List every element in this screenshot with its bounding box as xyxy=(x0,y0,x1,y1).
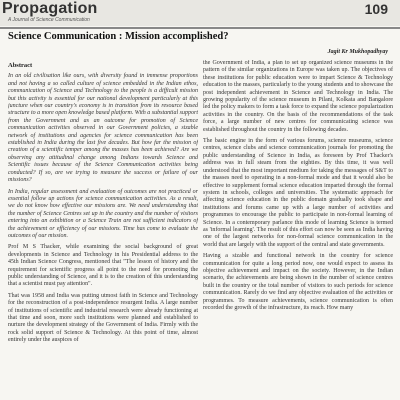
abstract xyxy=(8,73,198,240)
abstract-paragraph: In an old civilisation like ours, with diversity found in immense proportions and not having a so called culture of science embedded in the Indian ethos, communication of Science and Technology to the people is a difficult mission but this activity is essential for our national development particularly at this juncture when our country's economy is in transition from its resource based structure to a more open knowledge based platform. With a substantial support from the Government and as an outcome for promotion of Science communication activities observed in our Government policies, a sizable network of institutions and agencies for science communication has been established in India during the last five decades. But how far the mission of creation of a scientific temper among the masses has been achieved? Are we observing any attitudinal change among Indians towards Science and Scientific issues because of the Science Communication activities being conducted? If so, are we trying to measure the success or failure of our missions? xyxy=(8,73,198,184)
abstract-heading: Abstract xyxy=(8,62,33,69)
article-author: Jagit Kr Mukhopadhyay xyxy=(327,49,388,55)
body-paragraph: The basic engine in the form of various forums, science museums, science centres, science clubs and science communication journals for promoting the public understanding of Science in India, as foreseen by Prof Thacker's address was in full steam from the eighties. By this time, it was well understood that the most important medium for taking the messages of S&T to the masses need to operating in a non-formal mode and that it would also be effective to supplement formal science education imparted through the formal system in schools, colleges and universities. The systematic approach for affecting science education in the public domain gradually took shape and institutions and forums came up with a large number of activities and programmes to encourage the public to participate in non-formal learning of Science. In a contemporary parlance this mode of learning Science is termed as 'informal learning'. The result of this effort can now be seen as India having one of the largest networks for non-formal science communication in the world that are largely with the support of the central and state governments. xyxy=(203,138,393,248)
article-title: Science Communication : Mission accomplished? xyxy=(8,31,229,42)
left-column xyxy=(8,60,198,400)
body-paragraph: Prof M S Thacker, while examining the social background of great developments in Science and Technology in his Presidential address to the 45th Indian Science Congress, mentioned that "The lesson of history and the requirement for scientific progress all point to the need for promoting the public understanding of Science, and it is to the creation of this understanding that a scientist must pay attention". xyxy=(8,244,198,288)
journal-logo: Propagation xyxy=(2,0,98,17)
body-paragraph: Having a sizable and functional network in the country for science communication for quite a long period now, one would expect to assess its objective achievement and impact on the society. However, in the Indian scenario, the achievements are being shown in the number of science centres built in the country or the total number of visitors to such periods for science communication. Rarely do we find any objective evaluation of the activities or programmes. To measure achievements, science communication is often recorded the growth of the infrastructure, its reach. How many xyxy=(203,253,393,311)
body-paragraph: the Government of India, a plan to set up organized science museums in the pattern of the similar organizations in Europe was taken up. The objectives of these institutions for public education were to impart Science & Technology education to the masses, particularly to the young students and to showcase the post independent achievement in Science and Technology in India. The growing popularity of the science museum in Pilani, Kolkata and Bangalore led the policy makers to form a task force to expand the science popularization activities in the country. On the basis of the recommendations of the task force, a large number of new centres for communicating science was established throughout the country in the following decades. xyxy=(203,60,393,133)
abstract-paragraph: In India, regular assessment and evaluation of outcomes are not practiced or essential follow up actions for science communication activities. As a result, we do not know how effective our missions are. We need understanding that the number of Science Centres set up in the country and the number of visitors entering into an exhibition or a Science Train are not sufficient indicators of the achievement or efficiency of our missions. Time has come to evaluate the outcomes of our mission. xyxy=(8,188,198,239)
right-column xyxy=(203,60,393,400)
header-divider xyxy=(0,27,400,29)
page-number: 109 xyxy=(364,1,388,17)
journal-subtitle: A Journal of Science Communication xyxy=(8,17,90,23)
body-paragraph: That was 1958 and India was putting utmost faith in Science and Technology for the reconstruction of a post-independence resurgent India. A large number of institutions of scientific and industrial research were already functioning at that time and soon, more such institutions were planned and established to nurture the development strategy of the Government of India. Firmly with the rock solid support of Science & Technology. At this point of time, almost entirely under the auspices of xyxy=(8,292,198,344)
